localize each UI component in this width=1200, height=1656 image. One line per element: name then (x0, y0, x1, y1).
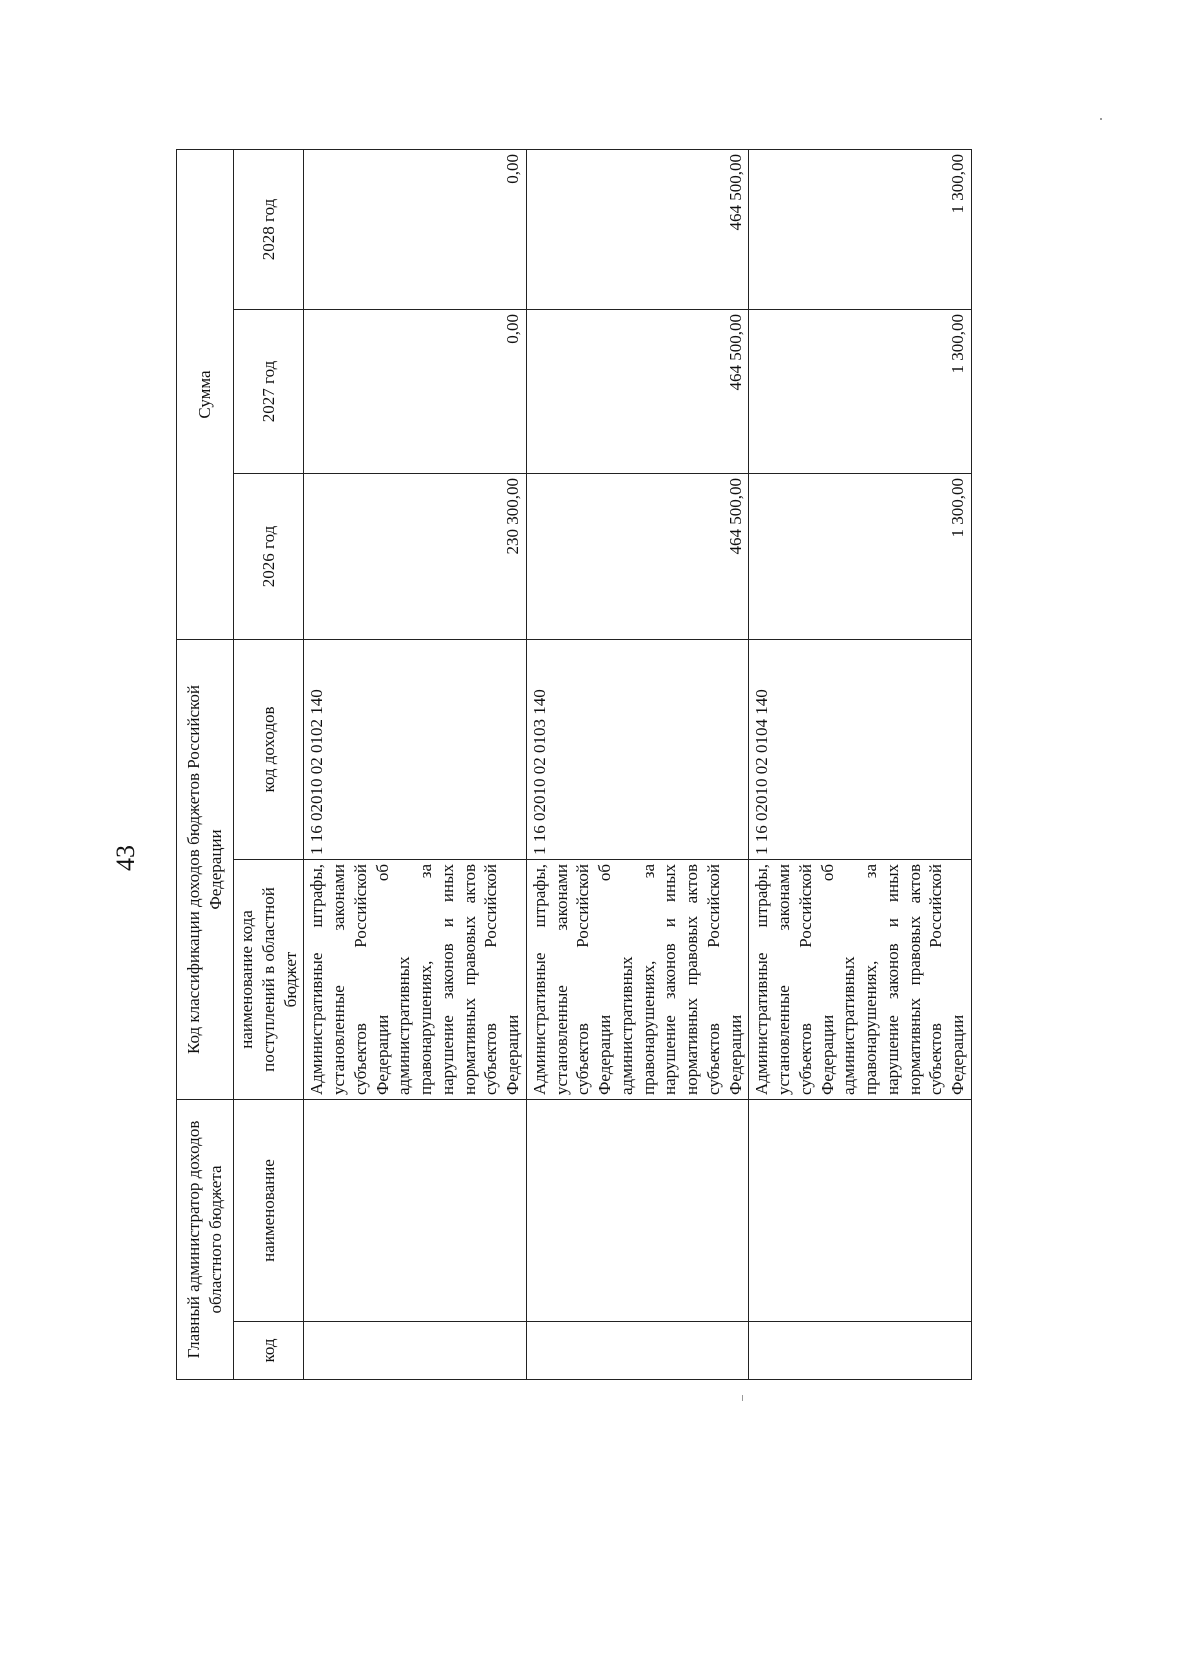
income-name-cell: Административные штрафы, установленные законами субъектов Российской Федерации об административных правонарушениях, за нарушение законов и иных нормативных правовых актов субъектов Российской Федерации (304, 860, 527, 1100)
header-row-2 (234, 149, 304, 1379)
page-number: 43 (111, 845, 140, 871)
amount-2028-cell: 1 300,00 (749, 149, 972, 309)
amount-2028-cell: 0,00 (304, 149, 527, 309)
amount-2027-cell: 1 300,00 (749, 309, 972, 473)
income-code-cell: 1 16 02010 02 0104 140 (749, 639, 972, 859)
budget-income-table (176, 149, 972, 1380)
scan-speck (742, 1395, 743, 1401)
income-code-cell: 1 16 02010 02 0102 140 (304, 639, 527, 859)
col-header-year-2026: 2026 год (234, 473, 304, 639)
sum-group-header: Сумма (177, 149, 234, 639)
admin-group-header: Главный администратор доходов областного бюджета (177, 1100, 234, 1380)
table-row (749, 149, 972, 1379)
col-header-year-2027: 2027 год (234, 309, 304, 473)
admin-name-cell (304, 1100, 527, 1322)
amount-2027-cell: 464 500,00 (526, 309, 749, 473)
col-header-name: наименование (234, 1100, 304, 1322)
amount-2027-cell: 0,00 (304, 309, 527, 473)
income-code-cell: 1 16 02010 02 0103 140 (526, 639, 749, 859)
col-header-income-name: наименование кода поступлений в областной бюджет (234, 860, 304, 1100)
admin-name-cell (526, 1100, 749, 1322)
income-name-cell: Административные штрафы, установленные законами субъектов Российской Федерации об административных правонарушениях, за нарушение законов и иных нормативных правовых актов субъектов Российской Федерации (526, 860, 749, 1100)
amount-2026-cell: 464 500,00 (526, 473, 749, 639)
admin-code-cell (304, 1322, 527, 1380)
amount-2026-cell: 1 300,00 (749, 473, 972, 639)
col-header-code: код (234, 1322, 304, 1380)
col-header-income-code: код доходов (234, 639, 304, 859)
scan-speck (1100, 118, 1102, 120)
income-name-cell: Административные штрафы, установленные законами субъектов Российской Федерации об административных правонарушениях, за нарушение законов и иных нормативных правовых актов субъектов Российской Федерации (749, 860, 972, 1100)
amount-2028-cell: 464 500,00 (526, 149, 749, 309)
col-header-year-2028: 2028 год (234, 149, 304, 309)
admin-code-cell (526, 1322, 749, 1380)
admin-name-cell (749, 1100, 972, 1322)
amount-2026-cell: 230 300,00 (304, 473, 527, 639)
classification-group-header: Код классификации доходов бюджетов Российской Федерации (177, 639, 234, 1099)
rotated-table-container (176, 150, 967, 1380)
table-row (304, 149, 527, 1379)
admin-code-cell (749, 1322, 972, 1380)
table-row (526, 149, 749, 1379)
header-row-1 (177, 149, 234, 1379)
